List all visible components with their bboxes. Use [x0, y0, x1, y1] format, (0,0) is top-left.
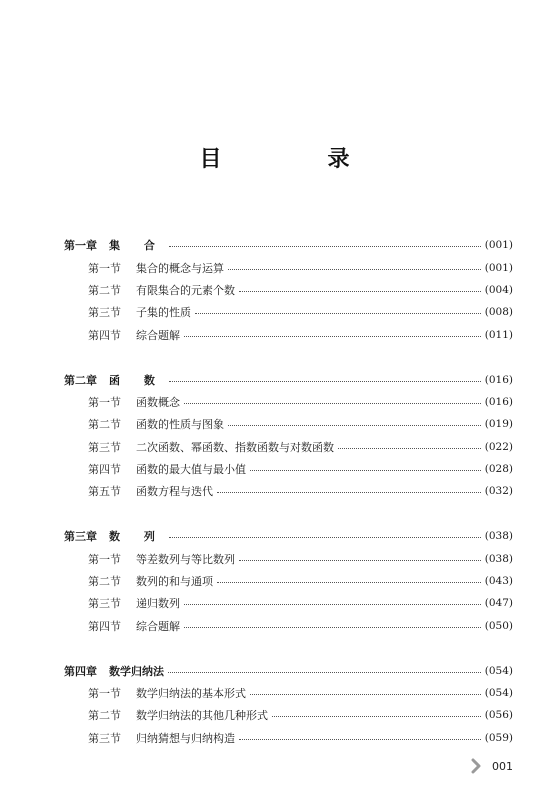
toc-section-row[interactable] — [64, 727, 513, 749]
chapter-gap — [64, 346, 513, 368]
section-number: 第三节 — [88, 440, 121, 454]
section-title: 数列的和与通项 — [136, 575, 213, 589]
toc-section-row[interactable] — [64, 704, 513, 726]
page-title: 目 录 — [199, 147, 392, 172]
toc-chapter-row[interactable] — [64, 234, 513, 256]
toc-section-row[interactable] — [64, 301, 513, 323]
chapter-number: 第二章 — [64, 373, 97, 387]
dot-leader — [184, 626, 481, 628]
section-number: 第二节 — [88, 418, 121, 432]
section-number: 第四节 — [88, 463, 121, 477]
dot-leader — [239, 738, 481, 740]
section-title: 数学归纳法的基本形式 — [136, 687, 246, 700]
dot-leader — [195, 312, 481, 314]
section-number: 第四节 — [88, 328, 121, 342]
chapter-title: 函 数 — [109, 373, 165, 387]
page-footer — [468, 758, 513, 774]
chevron-right-icon — [468, 758, 484, 774]
chapter-page: (038) — [484, 530, 513, 543]
section-page: (043) — [484, 575, 513, 588]
section-page: (054) — [484, 687, 513, 699]
section-number: 第三节 — [88, 306, 121, 320]
section-number: 第一节 — [88, 552, 121, 566]
section-title: 等差数列与等比数列 — [136, 552, 235, 566]
section-title: 数学归纳法的其他几种形式 — [136, 709, 268, 723]
section-number: 第一节 — [88, 395, 121, 409]
chapter-number: 第四章 — [64, 664, 97, 678]
toc-section-row[interactable] — [64, 391, 513, 413]
toc-section-row[interactable] — [64, 592, 513, 614]
section-page: (038) — [484, 552, 513, 565]
dot-leader — [338, 447, 481, 449]
chapter-gap — [64, 503, 513, 525]
chapter-page: (016) — [484, 373, 513, 386]
section-page: (050) — [484, 619, 513, 632]
dot-leader — [239, 290, 481, 292]
chapter-page: (001) — [484, 239, 513, 252]
dot-leader — [184, 402, 481, 404]
toc-chapter-row[interactable] — [64, 659, 513, 681]
toc-section-row[interactable] — [64, 615, 513, 637]
dot-leader — [217, 581, 481, 583]
section-number: 第一节 — [88, 687, 121, 700]
toc-section-row[interactable] — [64, 570, 513, 592]
chapter-page: (054) — [484, 664, 513, 677]
section-title: 函数方程与迭代 — [136, 485, 213, 499]
dot-leader — [169, 380, 481, 382]
toc-section-row[interactable] — [64, 279, 513, 301]
chapter-title: 集 合 — [109, 239, 165, 253]
section-page: (016) — [484, 395, 513, 408]
toc-section-row[interactable] — [64, 413, 513, 435]
table-of-contents — [64, 234, 513, 749]
chapter-title: 数 列 — [109, 530, 165, 544]
section-title: 综合题解 — [136, 619, 180, 633]
chapter-gap — [64, 637, 513, 659]
toc-section-row[interactable] — [64, 324, 513, 346]
section-page: (047) — [484, 597, 513, 610]
chapter-title: 数学归纳法 — [109, 664, 164, 678]
section-number: 第二节 — [88, 709, 121, 723]
section-number: 第二节 — [88, 575, 121, 589]
dot-leader — [250, 693, 481, 695]
section-title: 二次函数、幂函数、指数函数与对数函数 — [136, 440, 334, 454]
page-number: 001 — [492, 759, 513, 773]
toc-section-row[interactable] — [64, 547, 513, 569]
section-number: 第五节 — [88, 485, 121, 499]
section-number: 第一节 — [88, 261, 121, 275]
dot-leader — [217, 491, 481, 493]
toc-chapter-row[interactable] — [64, 525, 513, 547]
section-number: 第三节 — [88, 731, 121, 745]
toc-section-row[interactable] — [64, 436, 513, 458]
toc-section-row[interactable] — [64, 480, 513, 502]
toc-section-row[interactable] — [64, 256, 513, 278]
section-page: (019) — [484, 418, 513, 431]
section-number: 第二节 — [88, 283, 121, 297]
section-title: 有限集合的元素个数 — [136, 283, 235, 297]
toc-section-row[interactable] — [64, 682, 513, 704]
dot-leader — [184, 603, 481, 605]
section-number: 第四节 — [88, 619, 121, 633]
section-page: (011) — [484, 328, 513, 341]
dot-leader — [250, 469, 481, 471]
section-number: 第三节 — [88, 597, 121, 611]
dot-leader — [184, 335, 481, 337]
section-page: (001) — [484, 261, 513, 274]
dot-leader — [228, 424, 481, 426]
dot-leader — [169, 245, 481, 247]
section-title: 函数的最大值与最小值 — [136, 463, 246, 477]
section-title: 函数概念 — [136, 395, 180, 409]
section-title: 函数的性质与图象 — [136, 418, 224, 432]
chapter-number: 第三章 — [64, 530, 97, 544]
section-page: (056) — [484, 709, 513, 722]
dot-leader — [272, 715, 481, 717]
section-page: (008) — [484, 306, 513, 319]
dot-leader — [228, 268, 481, 270]
section-title: 综合题解 — [136, 328, 180, 342]
section-title: 子集的性质 — [136, 306, 191, 320]
dot-leader — [169, 536, 481, 538]
dot-leader — [239, 559, 481, 561]
section-page: (032) — [484, 485, 513, 498]
section-page: (022) — [484, 440, 513, 453]
dot-leader — [168, 671, 481, 673]
section-page: (028) — [484, 463, 513, 476]
chapter-number: 第一章 — [64, 239, 97, 253]
section-title: 递归数列 — [136, 597, 180, 611]
section-title: 归纳猜想与归纳构造 — [136, 731, 235, 745]
toc-section-row[interactable] — [64, 458, 513, 480]
toc-chapter-row[interactable] — [64, 368, 513, 390]
section-page: (059) — [484, 731, 513, 744]
section-title: 集合的概念与运算 — [136, 261, 224, 275]
section-page: (004) — [484, 283, 513, 296]
